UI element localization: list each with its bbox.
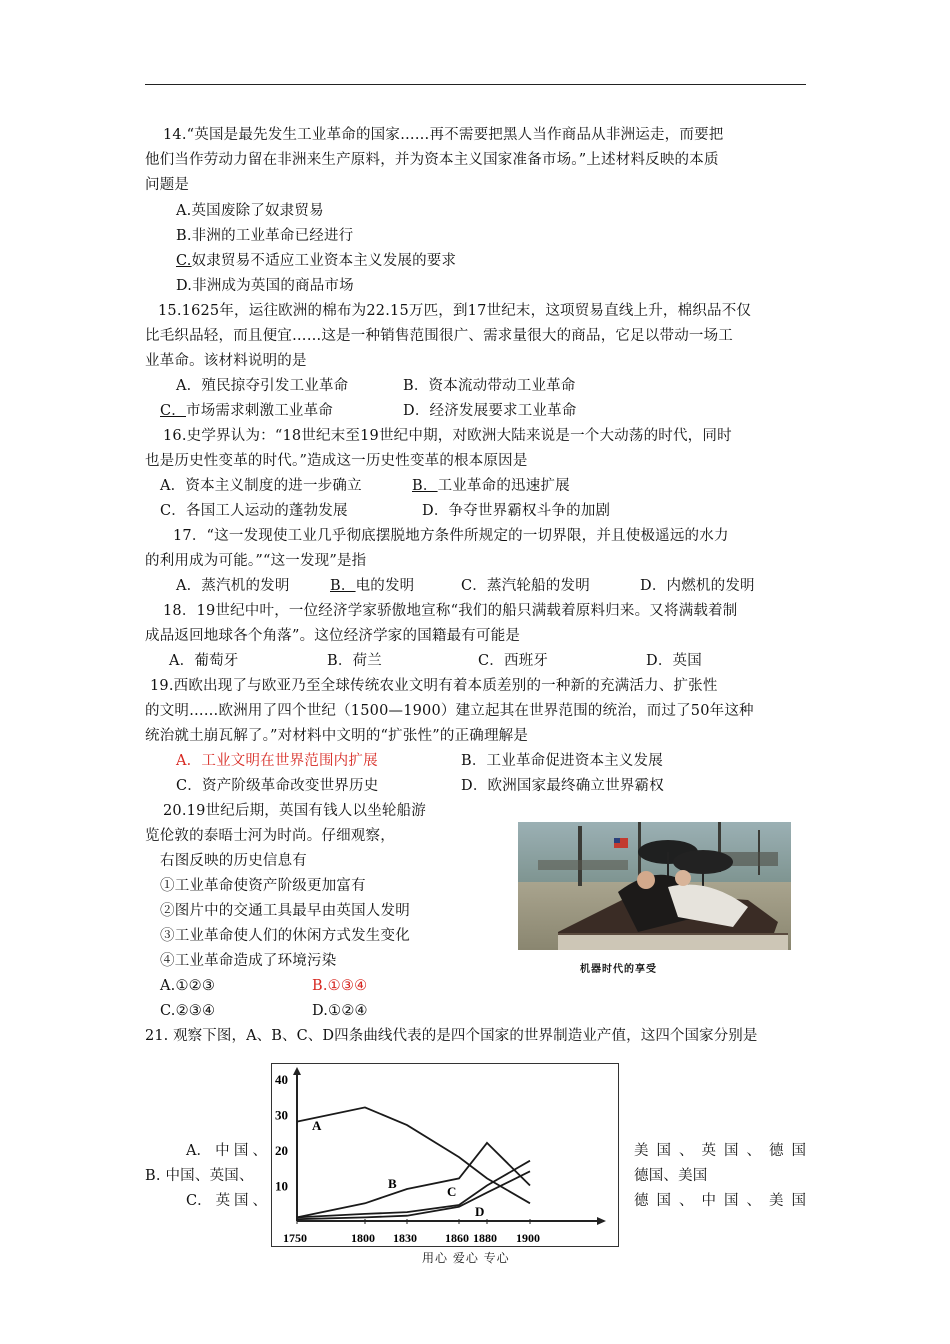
- q21-option-c-right: 德 国 、 中 国 、 美 国: [634, 1193, 806, 1209]
- q16-stem-1: 16.史学界认为：“18世纪末至19世纪中期，对欧洲大陆来说是一个大动荡的时代，同时: [163, 428, 732, 444]
- q21-option-a-left: A． 中 国 、: [186, 1143, 267, 1159]
- q18-option-d: D．英国: [646, 653, 702, 669]
- q21-option-b-left: B. 中国、英国、: [145, 1168, 254, 1184]
- q14-option-b: B.非洲的工业革命已经进行: [176, 228, 354, 244]
- series-label-c: C: [447, 1184, 457, 1199]
- q20-stem-1: 20.19世纪后期，英国有钱人以坐轮船游: [163, 803, 427, 819]
- q17-option-c: C．蒸汽轮船的发明: [461, 578, 590, 594]
- q16-stem-2: 也是历史性变革的时代。”造成这一历史性变革的根本原因是: [145, 453, 528, 469]
- y-tick-label: 40: [275, 1072, 288, 1087]
- y-tick-label: 10: [275, 1178, 288, 1194]
- x-tick-label: 1800: [351, 1231, 375, 1245]
- q19-stem-3: 统治就土崩瓦解了。”对材料中文明的“扩张性”的正确理解是: [145, 728, 529, 744]
- q18-option-b: B．荷兰: [327, 653, 382, 669]
- q15-option-a: A．殖民掠夺引发工业革命: [176, 378, 349, 394]
- x-tick-label: 1750: [283, 1231, 307, 1245]
- x-tick-label: 1880: [473, 1231, 497, 1245]
- series-label-d: D: [475, 1204, 485, 1219]
- q20-option-b: B.①③④: [312, 978, 368, 994]
- q15-stem-1: 15.1625年，运往欧洲的棉布为22.15万匹，到17世纪末，这项贸易直线上升，棉织品不仅: [158, 303, 752, 319]
- q17-stem-2: 的利用成为可能。”“这一发现”是指: [145, 553, 367, 569]
- q20-statement-4: ④工业革命造成了环境污染: [160, 953, 337, 969]
- q18-option-c: C．西班牙: [478, 653, 549, 669]
- q15-stem-3: 业革命。该材料说明的是: [145, 353, 307, 369]
- q20-option-a: A.①②③: [160, 978, 216, 994]
- q21-stem: 21. 观察下图，A、B、C、D四条曲线代表的是四个国家的世界制造业产值，这四个国家分别是: [145, 1028, 758, 1044]
- q15-stem-2: 比毛织品轻，而且便宜……这是一种销售范围很广、需求量很大的商品，它足以带动一场工: [145, 328, 733, 344]
- q16-option-d: D．争夺世界霸权斗争的加剧: [422, 503, 611, 519]
- q20-statement-2: ②图片中的交通工具最早由英国人发明: [160, 903, 410, 919]
- y-axis-arrow: [293, 1067, 301, 1075]
- q17-answer-mark: B．: [330, 578, 356, 594]
- x-tick-label: 1860: [445, 1231, 469, 1245]
- y-tick-label: 30: [275, 1107, 288, 1123]
- q19-option-c: C．资产阶级革命改变世界历史: [176, 778, 379, 794]
- q16-option-b: B．工业革命的迅速扩展: [412, 478, 570, 494]
- q18-option-a: A．葡萄牙: [169, 653, 239, 669]
- header-rule: [145, 84, 806, 85]
- q20-option-d: D.①②④: [312, 1003, 368, 1019]
- series-label-b: B: [388, 1176, 397, 1191]
- q17-option-a: A．蒸汽机的发明: [176, 578, 290, 594]
- q20-stem-3: 右图反映的历史信息有: [160, 853, 307, 869]
- q19-option-d: D．欧洲国家最终确立世界霸权: [461, 778, 664, 794]
- q16-answer-mark: B．: [412, 478, 438, 494]
- page-footer: 用心 爱心 专心: [422, 1251, 510, 1265]
- q15-option-b: B．资本流动带动工业革命: [403, 378, 576, 394]
- q20-statement-3: ③工业革命使人们的休闲方式发生变化: [160, 928, 410, 944]
- q17-stem-1: 17．“这一发现使工业几乎彻底摆脱地方条件所规定的一切界限，并且使极遥远的水力: [173, 528, 729, 544]
- q14-stem-2: 他们当作劳动力留在非洲来生产原料，并为资本主义国家准备市场。”上述材料反映的本质: [145, 152, 719, 168]
- q16-option-c: C．各国工人运动的蓬勃发展: [160, 503, 348, 519]
- y-tick-label: 20: [275, 1143, 288, 1158]
- manufacturing-output-chart: [271, 1063, 619, 1247]
- series-label-a: A: [312, 1118, 322, 1133]
- q21-option-c-left: C． 英 国 、: [186, 1193, 267, 1209]
- q20-stem-2: 览伦敦的泰晤士河为时尚。仔细观察，: [145, 828, 395, 844]
- q17-option-b: B．电的发明: [330, 578, 415, 594]
- q17-option-d: D．内燃机的发明: [640, 578, 755, 594]
- q14-answer-mark: C.: [176, 253, 192, 269]
- x-axis-arrow: [597, 1217, 606, 1225]
- x-tick-label: 1900: [516, 1231, 540, 1245]
- q14-stem-1: 14.“英国是最先发生工业革命的国家……再不需要把黑人当作商品从非洲运走，而要把: [163, 127, 724, 143]
- q20-option-c: C.②③④: [160, 1003, 216, 1019]
- q14-stem-3: 问题是: [145, 177, 190, 193]
- q21-option-b-right: 德国、美国: [634, 1168, 708, 1184]
- q20-statement-1: ①工业革命使资产阶级更加富有: [160, 878, 366, 894]
- q16-option-a: A．资本主义制度的进一步确立: [160, 478, 362, 494]
- thames-boat-photo: [518, 822, 791, 950]
- q19-option-a: A．工业文明在世界范围内扩展: [176, 753, 378, 769]
- q14-option-c: C.奴隶贸易不适应工业资本主义发展的要求: [176, 253, 457, 269]
- q15-option-d: D．经济发展要求工业革命: [403, 403, 577, 419]
- q19-stem-2: 的文明……欧洲用了四个世纪（1500—1900）建立起其在世界范围的统治，而过了50年这种: [145, 703, 754, 719]
- q18-stem-1: 18．19世纪中叶，一位经济学家骄傲地宣称“我们的船只满载着原料归来。又将满载着制: [163, 603, 738, 619]
- q19-option-b: B．工业革命促进资本主义发展: [461, 753, 663, 769]
- q14-option-d: D.非洲成为英国的商品市场: [176, 278, 354, 294]
- photo-caption: 机器时代的享受: [580, 964, 657, 975]
- q21-option-a-right: 美 国 、 英 国 、 德 国: [634, 1143, 806, 1159]
- q15-answer-mark: C．: [160, 403, 186, 419]
- q15-option-c: C．市场需求刺激工业革命: [160, 403, 333, 419]
- chart-svg: [272, 1064, 618, 1246]
- q19-stem-1: 19.西欧出现了与欧亚乃至全球传统农业文明有着本质差别的一种新的充满活力、扩张性: [150, 678, 718, 694]
- q18-stem-2: 成品返回地球各个角落”。这位经济学家的国籍最有可能是: [145, 628, 521, 644]
- q14-option-a: A.英国废除了奴隶贸易: [176, 203, 324, 219]
- x-tick-label: 1830: [393, 1231, 417, 1245]
